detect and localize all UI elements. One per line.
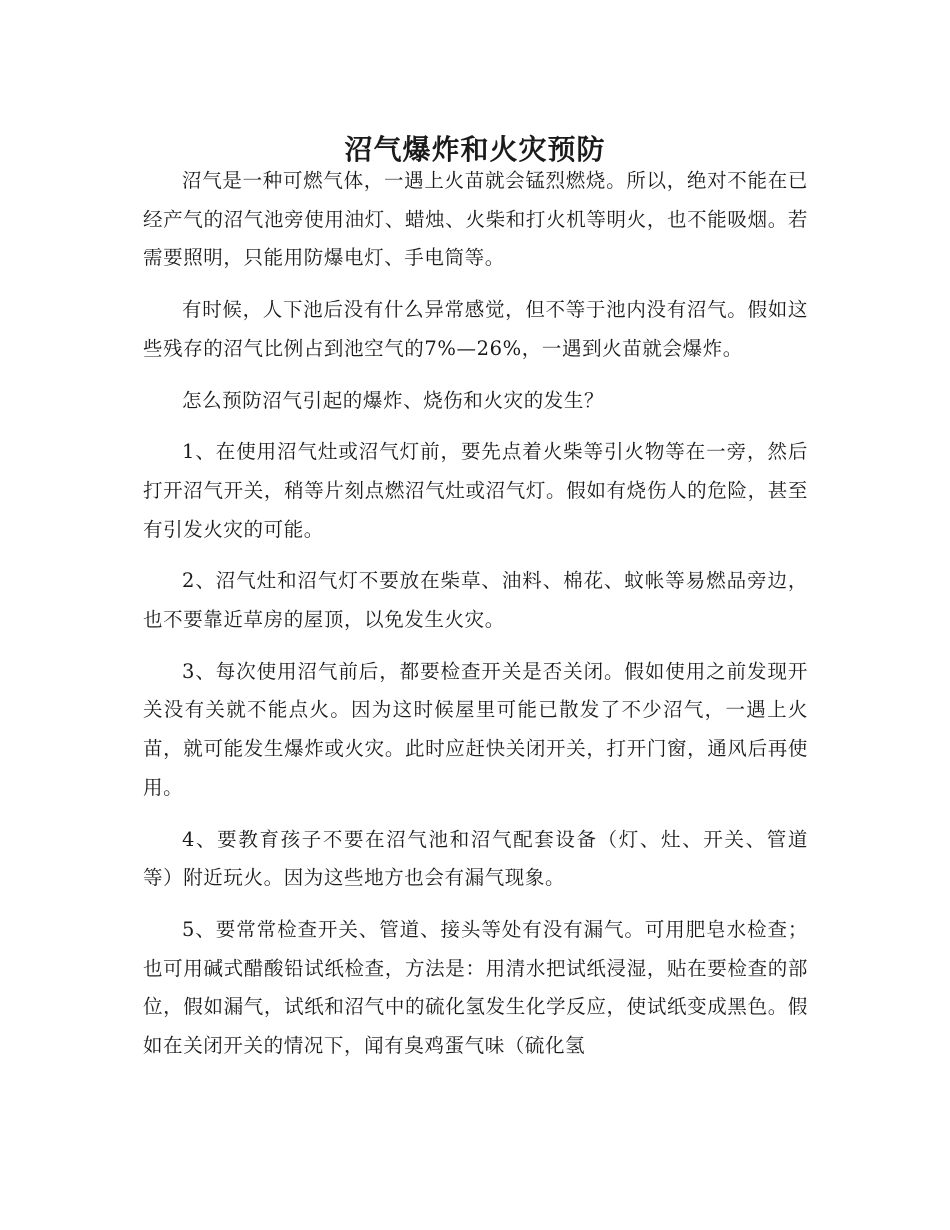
document-body bbox=[143, 162, 808, 1079]
paragraph-question: 怎么预防沼气引起的爆炸、烧伤和火灾的发生？ bbox=[182, 388, 605, 412]
paragraph-residual-gas: 有时候，人下池后没有什么异常感觉，但不等于池内没有沼气。假如这些残存的沼气比例占到池空气的7%—26%，一遇到火苗就会爆炸。 bbox=[143, 298, 808, 360]
paragraph-intro: 沼气是一种可燃气体，一遇上火苗就会锰烈燃烧。所以，绝对不能在已经产气的沼气池旁使用油灯、蜡烛、火柴和打火机等明火，也不能吸烟。若需要照明，只能用防爆电灯、手电筒等。 bbox=[143, 169, 808, 270]
paragraph-item-4: 4、要教育孩子不要在沼气池和沼气配套设备（灯、灶、开关、管道等）附近玩火。因为这些地方也会有漏气现象。 bbox=[143, 827, 808, 890]
paragraph-item-5: 5、要常常检查开关、管道、接头等处有没有漏气。可用肥皂水检查；也可用碱式醋酸铅试纸检查，方法是：用清水把试纸浸湿，贴在要检查的部位，假如漏气，试纸和沼气中的硫化氢发生化学反应，使试纸变成黑色。假如在关闭开关的情况下，闻有臭鸡蛋气味（硫化氢 bbox=[143, 917, 808, 1058]
paragraph-item-3: 3、每次使用沼气前后，都要检查开关是否关闭。假如使用之前发现开关没有关就不能点火。因为这时候屋里可能已散发了不少沼气，一遇上火苗，就可能发生爆炸或火灾。此时应赶快关闭开关，打开门窗，通风后再使用。 bbox=[143, 659, 808, 799]
paragraph-item-2: 2、沼气灶和沼气灯不要放在柴草、油料、棉花、蚊帐等易燃品旁边，也不要靠近草房的屋顶，以免发生火灾。 bbox=[143, 569, 808, 632]
paragraph-item-1: 1、在使用沼气灶或沼气灯前，要先点着火柴等引火物等在一旁，然后打开沼气开关，稍等片刻点燃沼气灶或沼气灯。假如有烧伤人的危险，甚至有引发火灾的可能。 bbox=[143, 440, 808, 541]
document-title: 沼气爆炸和火灾预防 bbox=[344, 132, 606, 166]
